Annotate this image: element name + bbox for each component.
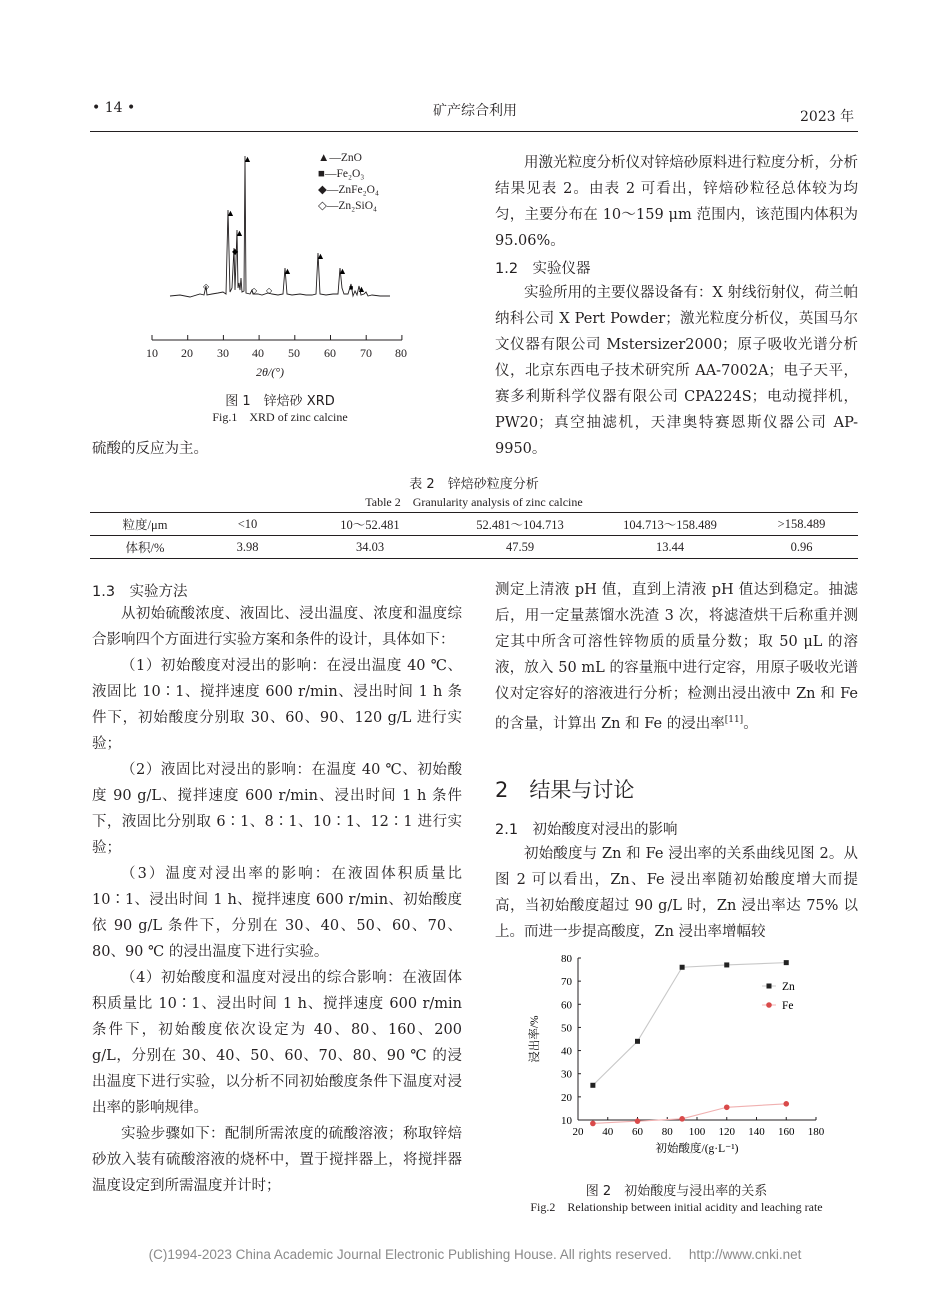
y-tick-label: 50 [561, 1022, 572, 1035]
year: 2023 年 [800, 109, 855, 125]
chart-series [590, 960, 789, 1126]
xrd-legend [318, 150, 379, 214]
data-point-zn [635, 1039, 640, 1044]
xrd-ticks [152, 335, 402, 340]
table-cell: 47.59 [445, 536, 595, 559]
methods-intro: 从初始硫酸浓度、液固比、浸出温度、浓度和温度综合影响四个方面进行实验方案和条件的设计，具体如下： [92, 606, 462, 648]
xrd-tick-label: 60 [324, 346, 336, 360]
copyright-footer: (C)1994-2023 China Academic Journal Electronic Publishing House. All rights reserved. http://www.cnki.net [148, 1247, 802, 1262]
section-2-1-title: 2.1 初始酸度对浸出的影响 [495, 822, 678, 838]
legend-znfe2o4: ◆—ZnFe₂O₄ [318, 184, 379, 196]
right-para-instruments: 实验所用的主要仪器设备有：X 射线衍射仪，荷兰帕纳科公司 X Pert Powder；激光粒度分析仪，英国马尔文仪器有限公司 Mstersizer2000；原子吸收光谱分析仪，北京东西电子技术研究所 AA-7002A；电子天平，赛多利斯科学仪器有限公司 CPA224S；电动搅拌机，PW20；真空抽滤机，天津奥特赛恩斯仪器公司 AP-9950。 [495, 285, 858, 457]
data-point-fe [679, 1116, 685, 1122]
journal-title: 矿产综合利用 [433, 103, 517, 119]
xrd-tick-label: 80 [395, 346, 407, 360]
page-number: • 14 • [92, 100, 136, 116]
table-row [90, 536, 858, 559]
svg-text:▲: ▲ [283, 266, 292, 276]
y-tick-label: 10 [561, 1115, 572, 1127]
table2-title-en: Table 2 Granularity analysis of zinc calcine [365, 495, 583, 509]
table-row [90, 513, 858, 536]
table-cell: 10～52.481 [295, 513, 445, 536]
x-tick-label: 20 [572, 1126, 584, 1138]
table-cell: 粒度/μm [90, 513, 200, 536]
x-tick-label: 100 [688, 1126, 706, 1138]
y-tick-label: 40 [561, 1045, 572, 1058]
method-item-1: （1）初始酸度对浸出的影响：在浸出温度 40 ℃、液固比 10∶1、搅拌速度 600 r/min、浸出时间 1 h 条件下，初始酸度分别取 30、60、90、120 g/L 进行实验； [92, 658, 462, 752]
table-cell: 52.481～104.713 [445, 513, 595, 536]
table-cell: 34.03 [295, 536, 445, 559]
figure1-caption-en: Fig.1 XRD of zinc calcine [212, 410, 348, 424]
section-2-title: 2 结果与讨论 [495, 778, 635, 802]
y-tick-label: 60 [561, 999, 572, 1012]
xrd-tick-label: 40 [252, 346, 264, 360]
chart-legend [762, 981, 795, 1012]
legend-label: Zn [782, 981, 795, 993]
legend-marker [767, 984, 772, 989]
legend-marker [766, 1002, 772, 1008]
y-tick-label: 70 [561, 976, 572, 989]
svg-text:▲: ▲ [316, 251, 325, 261]
chart-axes [527, 953, 825, 1155]
legend-fe2o3: ■—Fe₂O₃ [318, 168, 365, 180]
xrd-tick-label: 30 [217, 346, 229, 360]
granularity-table [90, 512, 858, 559]
xrd-tick-label: 50 [288, 346, 300, 360]
table-cell: 0.96 [745, 536, 858, 559]
y-tick-label: 80 [561, 953, 572, 965]
table-cell: >158.489 [745, 513, 858, 536]
right-para-results: 初始酸度与 Zn 和 Fe 浸出率的关系曲线见图 2。从图 2 可以看出，Zn、Fe 浸出率随初始酸度增大而提高，当初始酸度超过 90 g/L 时，Zn 浸出率达 75% 以上。而进一步提高酸度，Zn 浸出率增幅较 [495, 846, 858, 940]
methods-text [92, 601, 462, 1199]
svg-text:▲: ▲ [338, 266, 347, 276]
table-cell: 体积/% [90, 536, 200, 559]
x-tick-label: 160 [778, 1126, 795, 1138]
xrd-tick-labels [142, 346, 422, 362]
data-point-zn [784, 960, 789, 965]
reference-mark: [11] [724, 715, 744, 725]
data-point-fe [635, 1118, 641, 1124]
legend-zno: ▲—ZnO [318, 152, 362, 164]
series-line-fe [593, 1104, 786, 1124]
data-point-fe [590, 1121, 596, 1127]
header-rule [90, 131, 858, 132]
x-axis-label: 初始酸度/(g·L⁻¹) [655, 1143, 739, 1155]
svg-text:◇: ◇ [251, 286, 258, 295]
legend-zn2sio4: ◇—Zn₂SiO₄ [318, 200, 378, 212]
svg-text:▲: ▲ [226, 208, 235, 218]
y-axis-label: 浸出率/% [529, 1015, 541, 1063]
method-item-3: （3）温度对浸出率的影响：在液固体积质量比 10∶1、浸出时间 1 h、搅拌速度 600 r/min、初始酸度依 90 g/L 条件下，分别在 30、40、50、60、70、80、90 ℃ 的浸出温度下进行实验。 [92, 866, 462, 960]
svg-text:▲: ▲ [235, 228, 244, 238]
svg-text:◆: ◆ [232, 247, 239, 256]
x-tick-label: 80 [661, 1126, 673, 1138]
table-cell: 104.713～158.489 [595, 513, 745, 536]
x-tick-label: 140 [748, 1126, 765, 1138]
table2-title-cn: 表 2 锌焙砂粒度分析 [409, 477, 539, 492]
x-tick-label: 180 [807, 1126, 825, 1138]
xrd-tick-label: 70 [360, 346, 372, 360]
svg-text:▲: ▲ [357, 284, 366, 294]
figure2-chart [520, 948, 840, 1178]
table-cell: 3.98 [200, 536, 295, 559]
table-cell: <10 [200, 513, 295, 536]
figure2-caption-en: Fig.2 Relationship between initial acidity and leaching rate [530, 1200, 823, 1214]
section-1-2-title: 1.2 实验仪器 [495, 261, 591, 277]
figure2-caption-cn: 图 2 初始酸度与浸出率的关系 [585, 1184, 768, 1199]
table-cell: 13.44 [595, 536, 745, 559]
method-item-2: （2）液固比对浸出的影响：在温度 40 ℃、初始酸度 90 g/L、搅拌速度 600 r/min、浸出时间 1 h 条件下，液固比分别取 6∶1、8∶1、10∶1、12∶1 进行实验； [92, 762, 462, 856]
xrd-tick-label: 10 [146, 346, 158, 360]
left-top-text: 硫酸的反应为主。 [92, 441, 208, 457]
series-line-zn [593, 963, 786, 1086]
x-tick-label: 40 [602, 1126, 614, 1138]
svg-text:◇: ◇ [266, 286, 273, 295]
xrd-tick-label: 20 [181, 346, 193, 360]
xrd-x-label: 2θ/(°) [256, 365, 285, 379]
data-point-zn [590, 1083, 595, 1088]
procedure-text: 测定上清液 pH 值，直到上清液 pH 值达到稳定。抽滤后，用一定量蒸馏水洗渣 3 次，将滤渣烘干后称重并测定其中所含可溶性锌物质的质量分数；取 50 μL 的溶液，放入 50 mL 的容量瓶中进行定容，用原子吸收光谱仪对定容好的溶液进行分析；检测出浸出液中 Zn 和 Fe 的含量，计算出 Zn 和 Fe 的浸出率 [495, 582, 858, 732]
legend-label: Fe [782, 1000, 794, 1012]
section-1-3-title: 1.3 实验方法 [92, 584, 188, 600]
right-para-granularity: 用激光粒度分析仪对锌焙砂原料进行粒度分析，分析结果见表 2。由表 2 可看出，锌焙砂粒径总体较为均匀，主要分布在 10～159 μm 范围内，该范围内体积为 95.06%。 [495, 155, 858, 249]
figure1-caption-cn: 图 1 锌焙砂 XRD [225, 394, 335, 409]
data-point-fe [724, 1104, 730, 1110]
method-item-4: （4）初始酸度和温度对浸出的综合影响：在液固体积质量比 10∶1、浸出时间 1 h、搅拌速度 600 r/min 条件下，初始酸度依次设定为 40、80、160、200 g/L，分别在 30、40、50、60、70、80、90 ℃ 的浸出温度下进行实验，以分析不同初始酸度条件下温度对浸出率的影响规律。 [92, 970, 462, 1116]
y-tick-label: 30 [561, 1068, 572, 1081]
right-para-procedure: 测定上清液 pH 值，直到上清液 pH 值达到稳定。抽滤后，用一定量蒸馏水洗渣 3 次，将滤渣烘干后称重并测定其中所含可溶性锌物质的质量分数；取 50 μL 的溶液，放入 50 mL 的容量瓶中进行定容，用原子吸收光谱仪对定容好的溶液进行分析；检测出浸出液中 Zn 和 Fe 的含量，计算出 Zn 和 Fe 的浸出率[11]。 [495, 582, 858, 732]
x-tick-label: 60 [632, 1126, 643, 1138]
svg-text:◇: ◇ [203, 282, 210, 291]
data-point-fe [783, 1101, 789, 1107]
method-steps: 实验步骤如下：配制所需浓度的硫酸溶液；称取锌焙砂放入装有硫酸溶液的烧杯中，置于搅拌器上，将搅拌器温度设定到所需温度并计时； [92, 1126, 462, 1194]
y-tick-label: 20 [561, 1091, 572, 1104]
svg-text:■: ■ [349, 284, 354, 292]
data-point-zn [724, 962, 729, 967]
svg-text:▲: ▲ [243, 154, 252, 164]
data-point-zn [680, 965, 685, 970]
x-tick-label: 120 [718, 1126, 735, 1138]
